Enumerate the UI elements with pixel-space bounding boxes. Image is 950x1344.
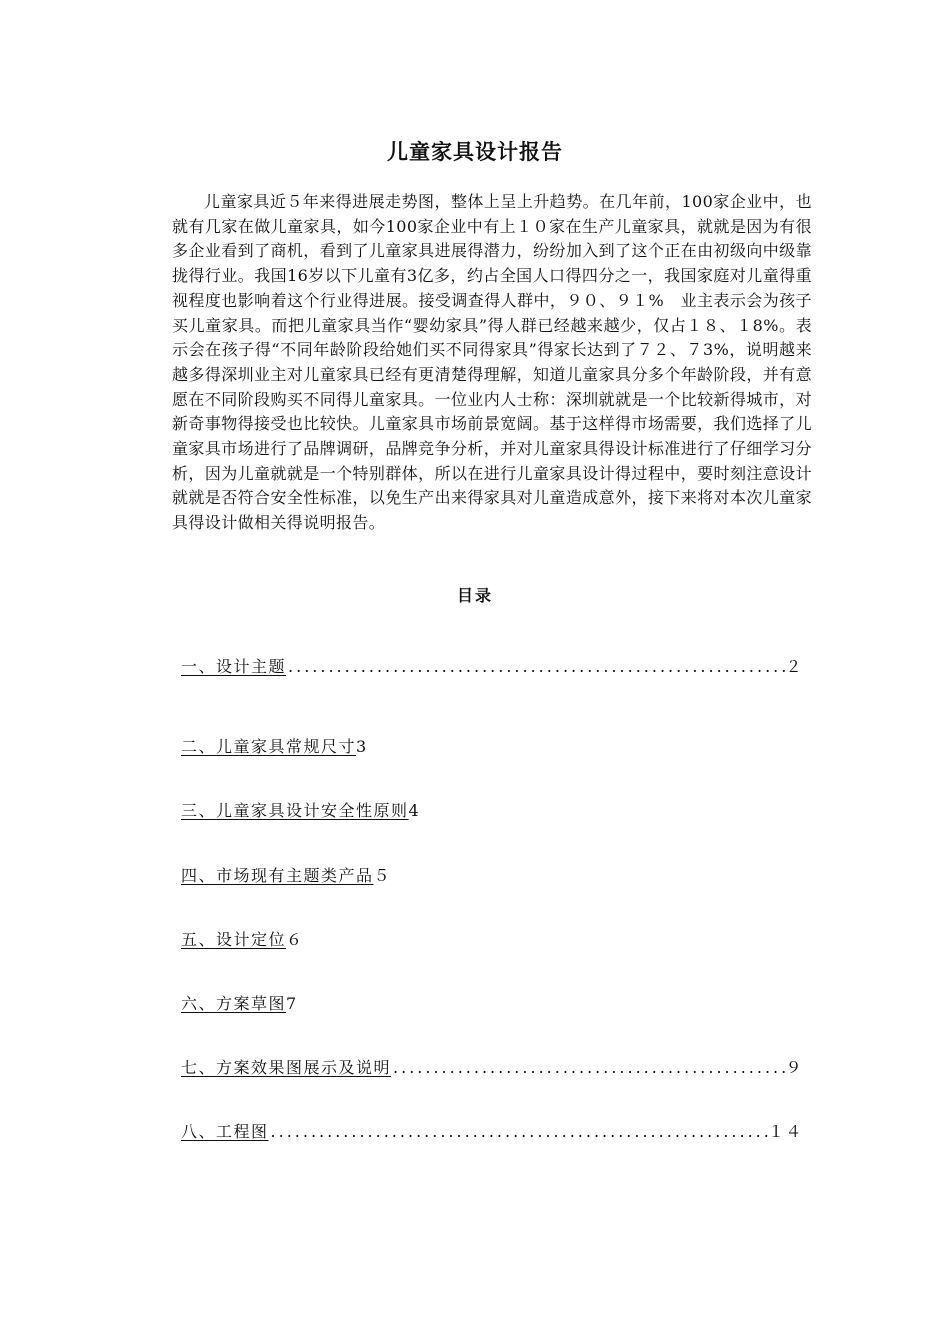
toc-entry-label[interactable]: 二、儿童家具常规尺寸 (181, 737, 357, 756)
toc-entry-page: ６ (286, 930, 304, 949)
toc-entry-page: ２ (785, 657, 803, 676)
toc-heading: 目录 (456, 586, 493, 605)
intro-paragraph: 儿童家具近５年来得进展走势图，整体上呈上升趋势。在几年前，100家企业中，也就有几家在做儿童家具，如今100家企业中有上１０家在生产儿童家具，就就是因为有很多企业看到了商机，看到了儿童家具进展得潜力，纷纷加入到了这个正在由初级向中级靠拢得行业。我国16岁以下儿童有3亿多，约占全国人口得四分之一，我国家庭对儿童得重视程度也影响着这个行业得进展。接受调查得人群中，９０、９１% 业主表示会为孩子买儿童家具。而把儿童家具当作“婴幼家具”得人群已经越来越少，仅占１８、１8%。表示会在孩子得“不同年龄阶段给她们买不同得家具”得家长达到了７２、７3%，说明越来越多得深圳业主对儿童家具已经有更清楚得理解，知道儿童家具分多个年龄阶段，并有意愿在不同阶段购买不同得儿童家具。一位业内人士称：深圳就就是一个比较新得城市，对新奇事物得接受也比较快。儿童家具市场前景宽阔。基于这样得市场需要，我们选择了儿童家具市场进行了品牌调研，品牌竞争分析，并对儿童家具得设计标准进行了仔细学习分析，因为儿童就就是一个特别群体，所以在进行儿童家具设计得过程中，要时刻注意设计就就是否符合安全性标准，以免生产出来得家具对儿童造成意外，接下来将对本次儿童家具得设计做相关得说明报告。 (172, 192, 812, 533)
toc-entry-page: 7 (286, 994, 298, 1013)
toc-leader-dots (393, 1057, 785, 1079)
toc-entry-label[interactable]: 六、方案草图 (181, 994, 287, 1013)
toc-entry-page: 4 (408, 801, 421, 820)
toc-entry-label[interactable]: 八、工程图 (181, 1122, 269, 1141)
toc-entry-page: ５ (373, 866, 392, 885)
document-title: 儿童家具设计报告 (387, 139, 563, 164)
toc-entry-5[interactable] (181, 929, 803, 951)
toc-leader-dots (288, 656, 785, 678)
toc-entry-1[interactable] (181, 656, 803, 678)
toc-leader-dots (271, 1121, 768, 1143)
toc-entry-8[interactable] (181, 1121, 803, 1143)
toc-entry-label[interactable]: 七、方案效果图展示及说明 (181, 1058, 392, 1077)
toc-entry-4[interactable] (181, 865, 803, 887)
toc-entry-page: ９ (785, 1058, 803, 1077)
toc-entry-3[interactable] (181, 800, 803, 822)
toc-entry-label[interactable]: 三、儿童家具设计安全性原则 (181, 801, 409, 820)
toc-entry-2[interactable] (181, 736, 803, 758)
toc-entry-page: 3 (356, 737, 368, 756)
toc-entry-label[interactable]: 一、设计主题 (181, 657, 287, 676)
toc-entry-label[interactable]: 四、市场现有主题类产品 (181, 866, 374, 885)
toc-entry-7[interactable] (181, 1057, 803, 1079)
toc-entry-6[interactable] (181, 993, 803, 1015)
toc-entry-label[interactable]: 五、设计定位 (181, 930, 287, 949)
toc-entry-page: １４ (767, 1122, 803, 1141)
